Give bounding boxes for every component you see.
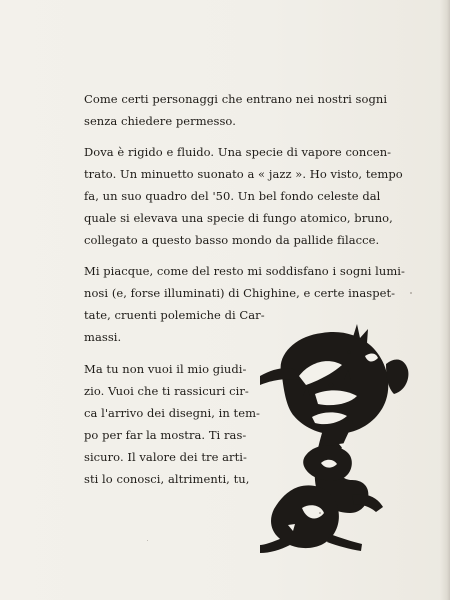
text-line: zio. Vuoi che ti rassicuri cir- (84, 384, 249, 398)
text-line: ca l'arrivo dei disegni, in tem- (84, 406, 260, 420)
text-line: trato. Un minuetto suonato a « jazz ». Ho visto, tempo (84, 167, 403, 181)
text-line: sicuro. Il valore dei tre arti- (84, 450, 247, 464)
text-line: Ma tu non vuoi il mio giudi- (84, 362, 247, 376)
text-line: quale si elevava una specie di fungo atomico, bruno, (84, 211, 393, 225)
text-line: Mi piacque, come del resto mi soddisfano i sogni lumi- (84, 264, 405, 278)
ink-drawing-figure (260, 322, 420, 554)
text-line: sti lo conosci, altrimenti, tu, (84, 472, 250, 486)
text-line: Come certi personaggi che entrano nei nostri sogni (84, 92, 388, 106)
text-line: massi. (84, 330, 122, 344)
paper-speck (410, 292, 412, 294)
text-line: po per far la mostra. Ti ras- (84, 428, 247, 442)
text-line: tate, cruenti polemiche di Car- (84, 308, 265, 322)
text-line: Dova è rigido e fluido. Una specie di vapore concen- (84, 145, 392, 159)
text-line: nosi (e, forse illuminati) di Chighine, e certe inaspet- (84, 286, 396, 300)
text-line: collegato a questo basso mondo da pallide filacce. (84, 233, 380, 247)
page-edge-shadow (440, 0, 450, 600)
paper-speck (319, 512, 321, 514)
text-line: fa, un suo quadro del '50. Un bel fondo celeste dal (84, 189, 381, 203)
paper-speck (147, 540, 148, 541)
text-line: senza chiedere permesso. (84, 114, 236, 128)
